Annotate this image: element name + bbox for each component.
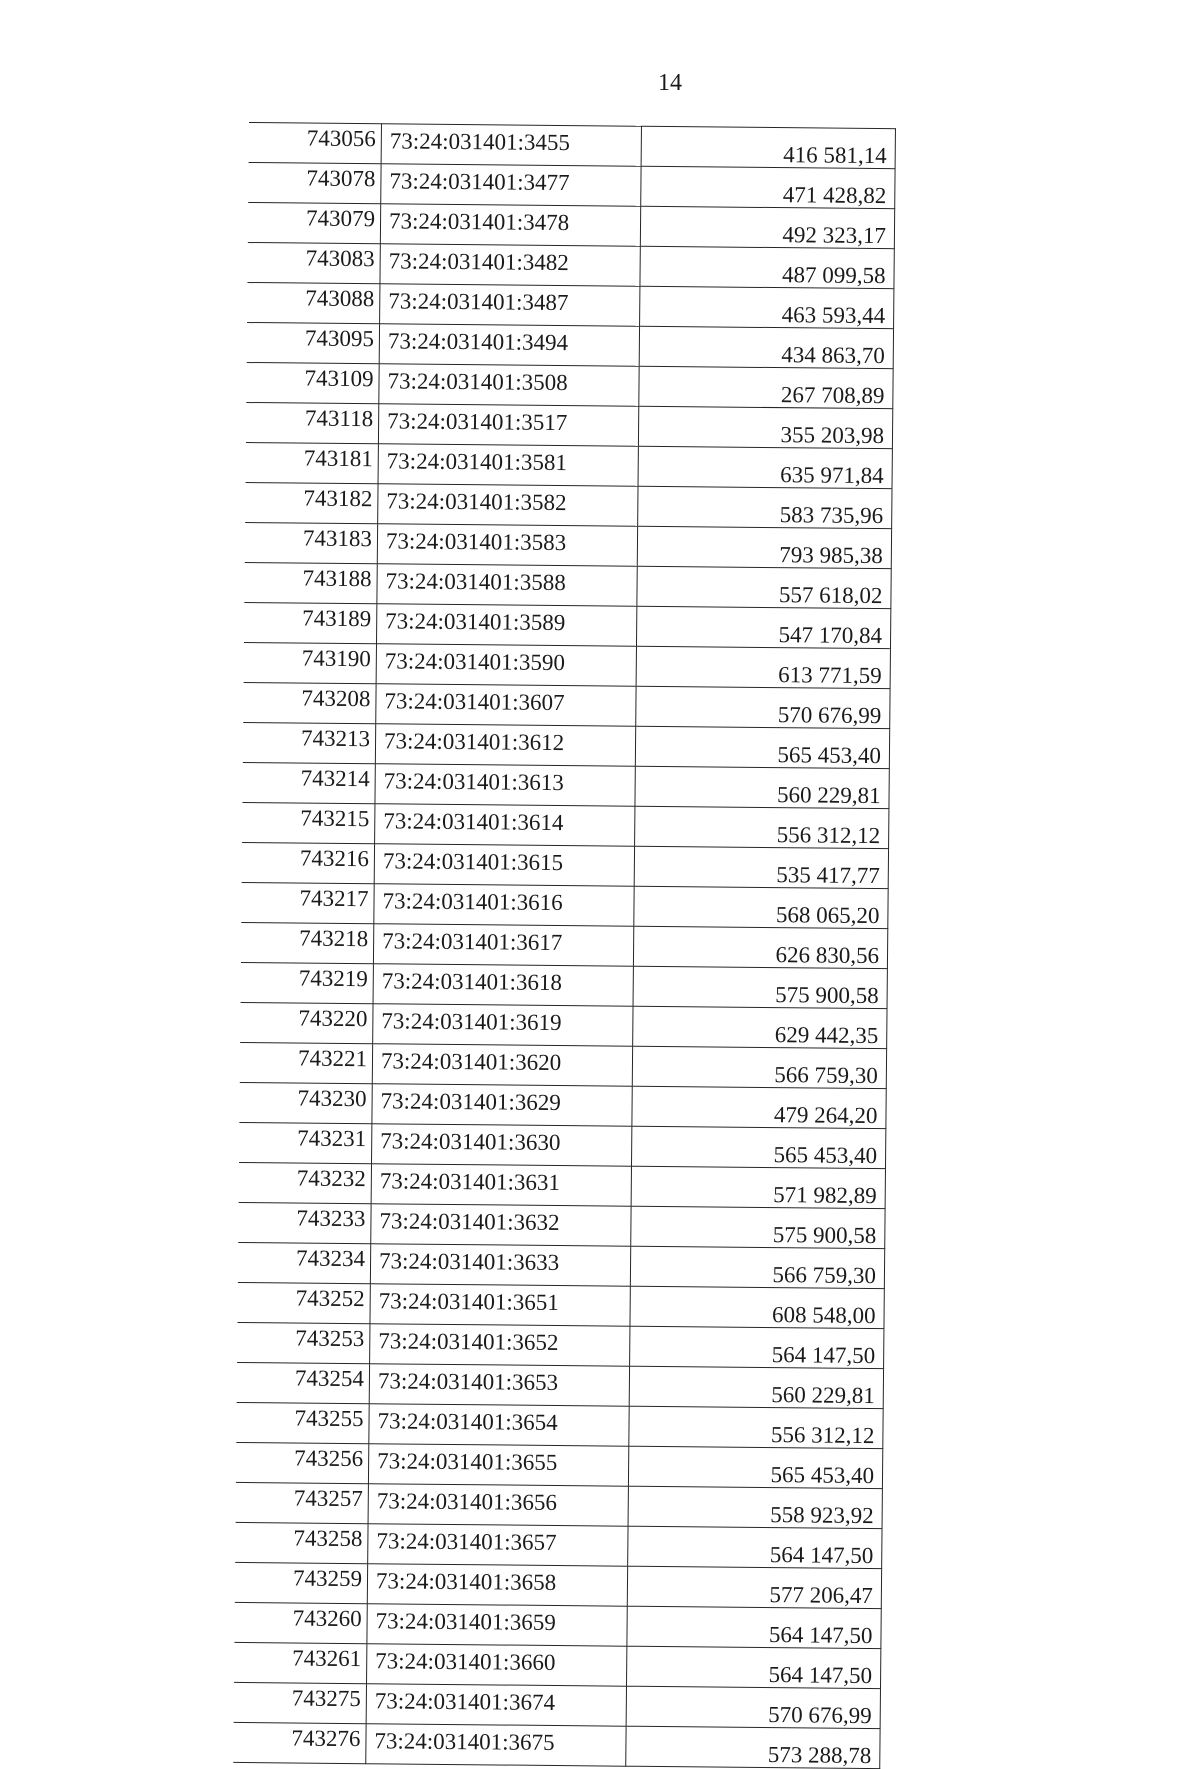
value-cell: 355 203,98 [638, 406, 892, 448]
cadastral-number-cell: 73:24:031401:3477 [381, 164, 641, 206]
table-row [237, 1322, 884, 1368]
value-cell: 565 453,40 [631, 1126, 885, 1168]
code-cell: 743276 [233, 1722, 366, 1763]
table-row [239, 1162, 886, 1208]
code-cell: 743218 [241, 922, 374, 963]
code-cell: 743254 [237, 1362, 370, 1403]
value-cell: 635 971,84 [638, 446, 892, 488]
cadastral-number-cell: 73:24:031401:3633 [370, 1244, 630, 1286]
code-cell: 743183 [245, 522, 378, 563]
value-cell: 571 982,89 [631, 1166, 885, 1208]
value-cell: 575 900,58 [631, 1206, 885, 1248]
value-cell: 565 453,40 [635, 726, 889, 768]
value-cell: 416 581,14 [641, 126, 895, 168]
table-row [234, 1642, 881, 1688]
table-row [246, 402, 893, 448]
cadastral-number-cell: 73:24:031401:3508 [379, 364, 639, 406]
table-row [244, 642, 891, 688]
code-cell: 743230 [239, 1082, 372, 1123]
value-cell: 556 312,12 [629, 1406, 883, 1448]
cadastral-number-cell: 73:24:031401:3675 [366, 1724, 626, 1766]
value-cell: 573 288,78 [626, 1726, 880, 1768]
table-row [241, 962, 888, 1008]
table-row [241, 882, 888, 928]
value-cell: 566 759,30 [630, 1246, 884, 1288]
cadastral-number-cell: 73:24:031401:3612 [375, 724, 635, 766]
code-cell: 743260 [234, 1602, 367, 1643]
cadastral-number-cell: 73:24:031401:3652 [370, 1324, 630, 1366]
code-cell: 743257 [236, 1482, 369, 1523]
value-cell: 566 759,30 [632, 1046, 886, 1088]
cadastral-number-cell: 73:24:031401:3660 [367, 1644, 627, 1686]
table-row [246, 442, 893, 488]
value-cell: 564 147,50 [630, 1326, 884, 1368]
code-cell: 743088 [247, 282, 380, 323]
cadastral-number-cell: 73:24:031401:3487 [380, 284, 640, 326]
cadastral-number-cell: 73:24:031401:3590 [376, 644, 636, 686]
cadastral-number-cell: 73:24:031401:3659 [367, 1604, 627, 1646]
value-cell: 568 065,20 [634, 886, 888, 928]
table-row [235, 1562, 882, 1608]
cadastral-number-cell: 73:24:031401:3653 [369, 1364, 629, 1406]
code-cell: 743182 [245, 482, 378, 523]
value-cell: 471 428,82 [641, 166, 895, 208]
table-row [234, 1682, 881, 1728]
cadastral-number-cell: 73:24:031401:3588 [377, 564, 637, 606]
cadastral-number-cell: 73:24:031401:3620 [372, 1044, 632, 1086]
code-cell: 743189 [244, 602, 377, 643]
code-cell: 743232 [239, 1162, 372, 1203]
valuation-table [233, 122, 896, 1769]
code-cell: 743258 [235, 1522, 368, 1563]
cadastral-number-cell: 73:24:031401:3654 [369, 1404, 629, 1446]
table-row [238, 1202, 885, 1248]
value-cell: 570 676,99 [636, 686, 890, 728]
value-cell: 575 900,58 [633, 966, 887, 1008]
value-cell: 565 453,40 [628, 1446, 882, 1488]
table-row [249, 122, 896, 168]
value-cell: 583 735,96 [638, 486, 892, 528]
value-cell: 608 548,00 [630, 1286, 884, 1328]
table-row [237, 1282, 884, 1328]
table-row [245, 482, 892, 528]
cadastral-number-cell: 73:24:031401:3582 [378, 484, 638, 526]
cadastral-number-cell: 73:24:031401:3478 [380, 204, 640, 246]
value-cell: 560 229,81 [635, 766, 889, 808]
code-cell: 743216 [242, 842, 375, 883]
code-cell: 743208 [243, 682, 376, 723]
cadastral-number-cell: 73:24:031401:3658 [367, 1564, 627, 1606]
code-cell: 743213 [243, 722, 376, 763]
value-cell: 564 147,50 [627, 1646, 881, 1688]
table-row [242, 802, 889, 848]
cadastral-number-cell: 73:24:031401:3581 [378, 444, 638, 486]
cadastral-number-cell: 73:24:031401:3630 [372, 1124, 632, 1166]
table-row [238, 1242, 885, 1288]
cadastral-number-cell: 73:24:031401:3651 [370, 1284, 630, 1326]
table-row [240, 1002, 887, 1048]
table-row [236, 1442, 883, 1488]
code-cell: 743234 [238, 1242, 371, 1283]
value-cell: 570 676,99 [626, 1686, 880, 1728]
table-row [234, 1602, 881, 1648]
cadastral-number-cell: 73:24:031401:3494 [379, 324, 639, 366]
table-row [239, 1122, 886, 1168]
table-row [244, 562, 891, 608]
code-cell: 743256 [236, 1442, 369, 1483]
cadastral-number-cell: 73:24:031401:3631 [371, 1164, 631, 1206]
value-cell: 267 708,89 [639, 366, 893, 408]
value-cell: 479 264,20 [632, 1086, 886, 1128]
value-cell: 558 923,92 [628, 1486, 882, 1528]
cadastral-number-cell: 73:24:031401:3674 [366, 1684, 626, 1726]
code-cell: 743221 [240, 1042, 373, 1083]
table-row [247, 282, 894, 328]
value-cell: 557 618,02 [637, 566, 891, 608]
table-row [246, 362, 893, 408]
value-cell: 434 863,70 [639, 326, 893, 368]
cadastral-number-cell: 73:24:031401:3656 [368, 1484, 628, 1526]
code-cell: 743255 [236, 1402, 369, 1443]
value-cell: 492 323,17 [640, 206, 894, 248]
table-row [243, 722, 890, 768]
table-body [233, 122, 895, 1768]
table-row [233, 1722, 880, 1768]
table-row [237, 1362, 884, 1408]
code-cell: 743083 [247, 242, 380, 283]
cadastral-number-cell: 73:24:031401:3618 [373, 964, 633, 1006]
cadastral-number-cell: 73:24:031401:3517 [378, 404, 638, 446]
value-cell: 535 417,77 [634, 846, 888, 888]
page-number: 14 [658, 70, 682, 96]
cadastral-number-cell: 73:24:031401:3629 [372, 1084, 632, 1126]
cadastral-number-cell: 73:24:031401:3482 [380, 244, 640, 286]
code-cell: 743259 [235, 1562, 368, 1603]
value-cell: 577 206,47 [627, 1566, 881, 1608]
table-row [244, 602, 891, 648]
value-cell: 560 229,81 [629, 1366, 883, 1408]
cadastral-number-cell: 73:24:031401:3617 [373, 924, 633, 966]
table-row [245, 522, 892, 568]
table-row [236, 1402, 883, 1448]
cadastral-number-cell: 73:24:031401:3455 [381, 124, 641, 166]
cadastral-number-cell: 73:24:031401:3583 [377, 524, 637, 566]
code-cell: 743215 [242, 802, 375, 843]
code-cell: 743079 [248, 202, 381, 243]
cadastral-number-cell: 73:24:031401:3657 [368, 1524, 628, 1566]
value-cell: 629 442,35 [633, 1006, 887, 1048]
cadastral-number-cell: 73:24:031401:3616 [374, 884, 634, 926]
code-cell: 743095 [247, 322, 380, 363]
table-row [235, 1522, 882, 1568]
cadastral-number-cell: 73:24:031401:3655 [368, 1444, 628, 1486]
value-cell: 547 170,84 [636, 606, 890, 648]
table-row [247, 322, 894, 368]
code-cell: 743190 [244, 642, 377, 683]
cadastral-number-cell: 73:24:031401:3589 [376, 604, 636, 646]
table-container [233, 122, 896, 1769]
value-cell: 793 985,38 [637, 526, 891, 568]
code-cell: 743056 [249, 122, 382, 163]
table-row [240, 1042, 887, 1088]
cadastral-number-cell: 73:24:031401:3632 [371, 1204, 631, 1246]
table-row [241, 922, 888, 968]
table-row [242, 842, 889, 888]
value-cell: 564 147,50 [628, 1526, 882, 1568]
code-cell: 743219 [241, 962, 374, 1003]
code-cell: 743261 [234, 1642, 367, 1683]
code-cell: 743109 [246, 362, 379, 403]
value-cell: 626 830,56 [633, 926, 887, 968]
cadastral-number-cell: 73:24:031401:3614 [375, 804, 635, 846]
table-row [243, 682, 890, 728]
code-cell: 743233 [238, 1202, 371, 1243]
value-cell: 564 147,50 [627, 1606, 881, 1648]
code-cell: 743118 [246, 402, 379, 443]
code-cell: 743181 [246, 442, 379, 483]
value-cell: 556 312,12 [635, 806, 889, 848]
code-cell: 743217 [241, 882, 374, 923]
code-cell: 743078 [248, 162, 381, 203]
code-cell: 743188 [244, 562, 377, 603]
value-cell: 487 099,58 [640, 246, 894, 288]
table-row [236, 1482, 883, 1528]
code-cell: 743231 [239, 1122, 372, 1163]
table-row [239, 1082, 886, 1128]
table-row [248, 202, 895, 248]
code-cell: 743275 [234, 1682, 367, 1723]
table-row [248, 162, 895, 208]
table-row [247, 242, 894, 288]
code-cell: 743214 [242, 762, 375, 803]
value-cell: 613 771,59 [636, 646, 890, 688]
cadastral-number-cell: 73:24:031401:3615 [374, 844, 634, 886]
cadastral-number-cell: 73:24:031401:3613 [375, 764, 635, 806]
code-cell: 743252 [237, 1282, 370, 1323]
value-cell: 463 593,44 [640, 286, 894, 328]
cadastral-number-cell: 73:24:031401:3607 [376, 684, 636, 726]
code-cell: 743220 [240, 1002, 373, 1043]
code-cell: 743253 [237, 1322, 370, 1363]
table-row [242, 762, 889, 808]
cadastral-number-cell: 73:24:031401:3619 [373, 1004, 633, 1046]
